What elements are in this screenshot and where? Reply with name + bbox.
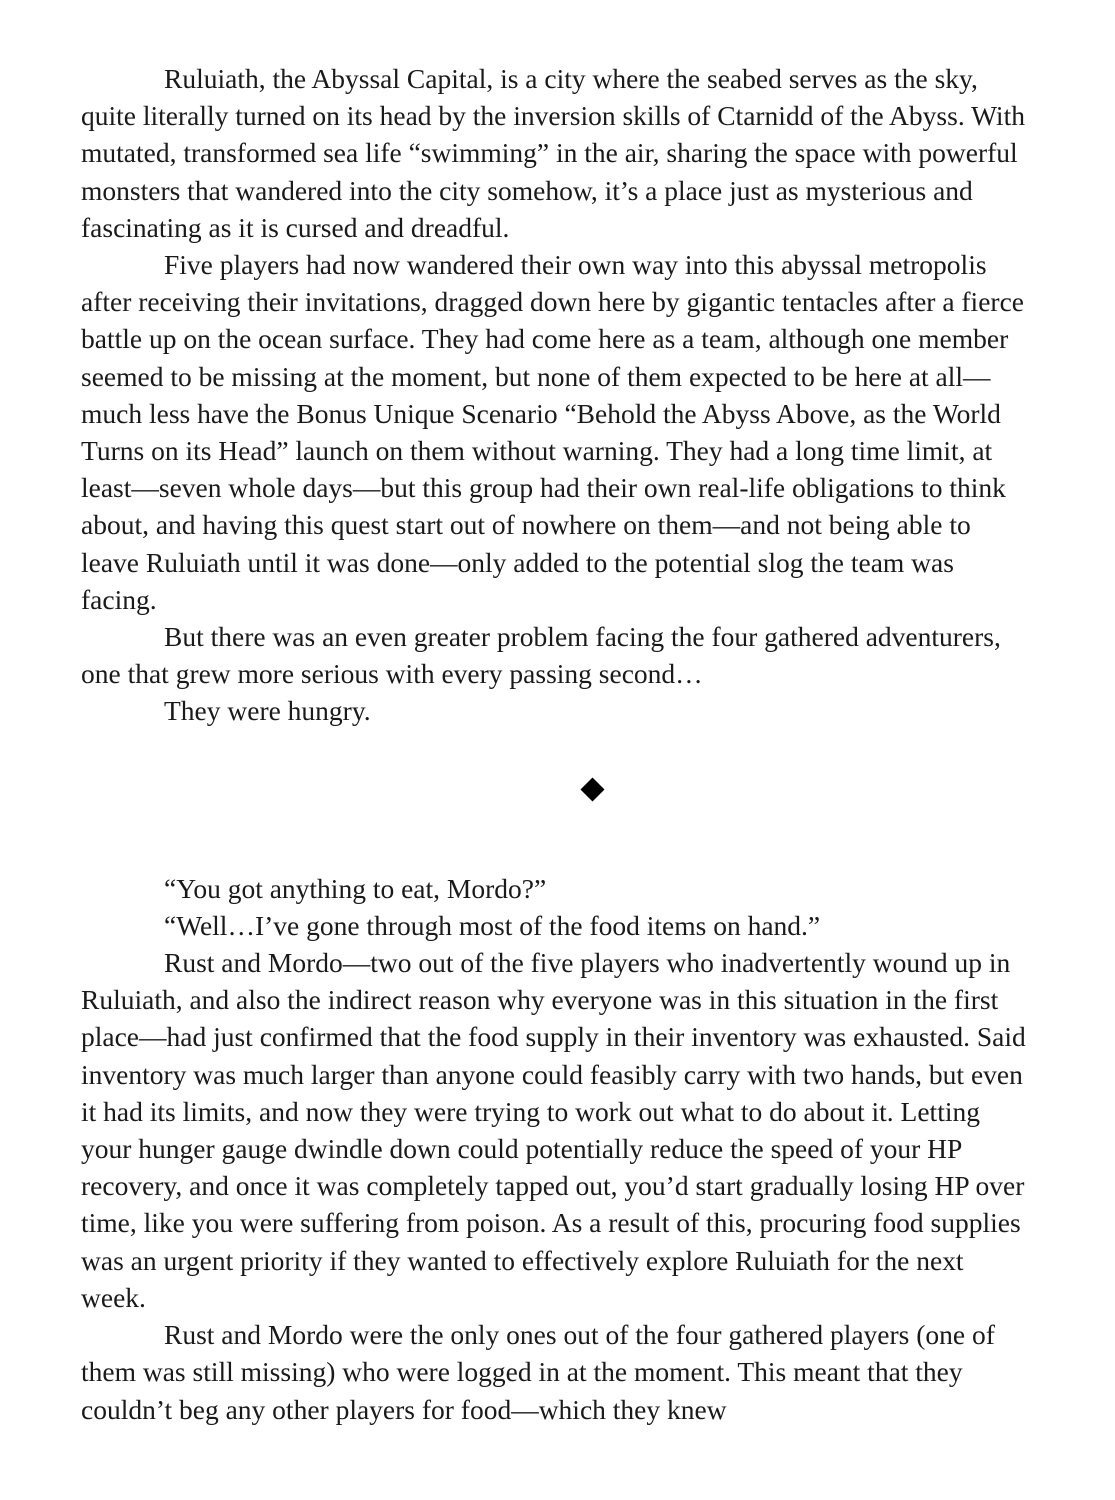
paragraph: Rust and Mordo—two out of the five players who inadvertently wound up in Ruluiath, and also the indirect reason why everyone was in this situation in the first place—had just confirmed that the food supply in their inventory was exhausted. Said inventory was much larger than anyone could feasibly carry with two hands, but even it had its limits, and now they were trying to work out what to do about it. Letting your hunger gauge dwindle down could potentially reduce the speed of your HP recovery, and once it was completely tapped out, you’d start gradually losing HP over time, like you were suffering from poison. As a result of this, procuring food supplies was an urgent priority if they wanted to effectively explore Ruluiath for the next week. xyxy=(81,947,1026,1313)
paragraph: Rust and Mordo were the only ones out of the four gathered players (one of them was still missing) who were logged in at the moment. This meant that they couldn’t beg any other players for food—which they knew xyxy=(81,1319,995,1425)
scene-break xyxy=(81,730,1031,870)
paragraph: “Well…I’ve gone through most of the food items on hand.” xyxy=(164,909,821,941)
paragraph: “You got anything to eat, Mordo?” xyxy=(164,872,547,904)
paragraph: But there was an even greater problem facing the four gathered adventurers, one that grew more serious with every passing second… xyxy=(81,621,1001,690)
paragraph: Five players had now wandered their own way into this abyssal metropolis after receiving their invitations, dragged down here by gigantic tentacles after a fierce battle up on the ocean surface. They had come here as a team, although one member seemed to be missing at the moment, but none of them expected to be here at all—much less have the Bonus Unique Scenario “Behold the Abyss Above, as the World Turns on its Head” launch on them without warning. They had a long time limit, at least—seven whole days—but this group had their own real-life obligations to think about, and having this quest start out of nowhere on them—and not being able to leave Ruluiath until it was done—only added to the potential slog the team was facing. xyxy=(81,249,1024,615)
paragraph: They were hungry. xyxy=(164,695,371,727)
book-page xyxy=(81,60,1031,1428)
paragraph: Ruluiath, the Abyssal Capital, is a city where the seabed serves as the sky, quite literally turned on its head by the inversion skills of Ctarnidd of the Abyss. With mutated, transformed sea life “swimming” in the air, sharing the space with powerful monsters that wandered into the city somehow, it’s a place just as mysterious and fascinating as it is cursed and dreadful. xyxy=(81,63,1025,243)
diamond-icon xyxy=(580,777,604,801)
section-two xyxy=(81,870,1031,1428)
section-one xyxy=(81,60,1031,730)
